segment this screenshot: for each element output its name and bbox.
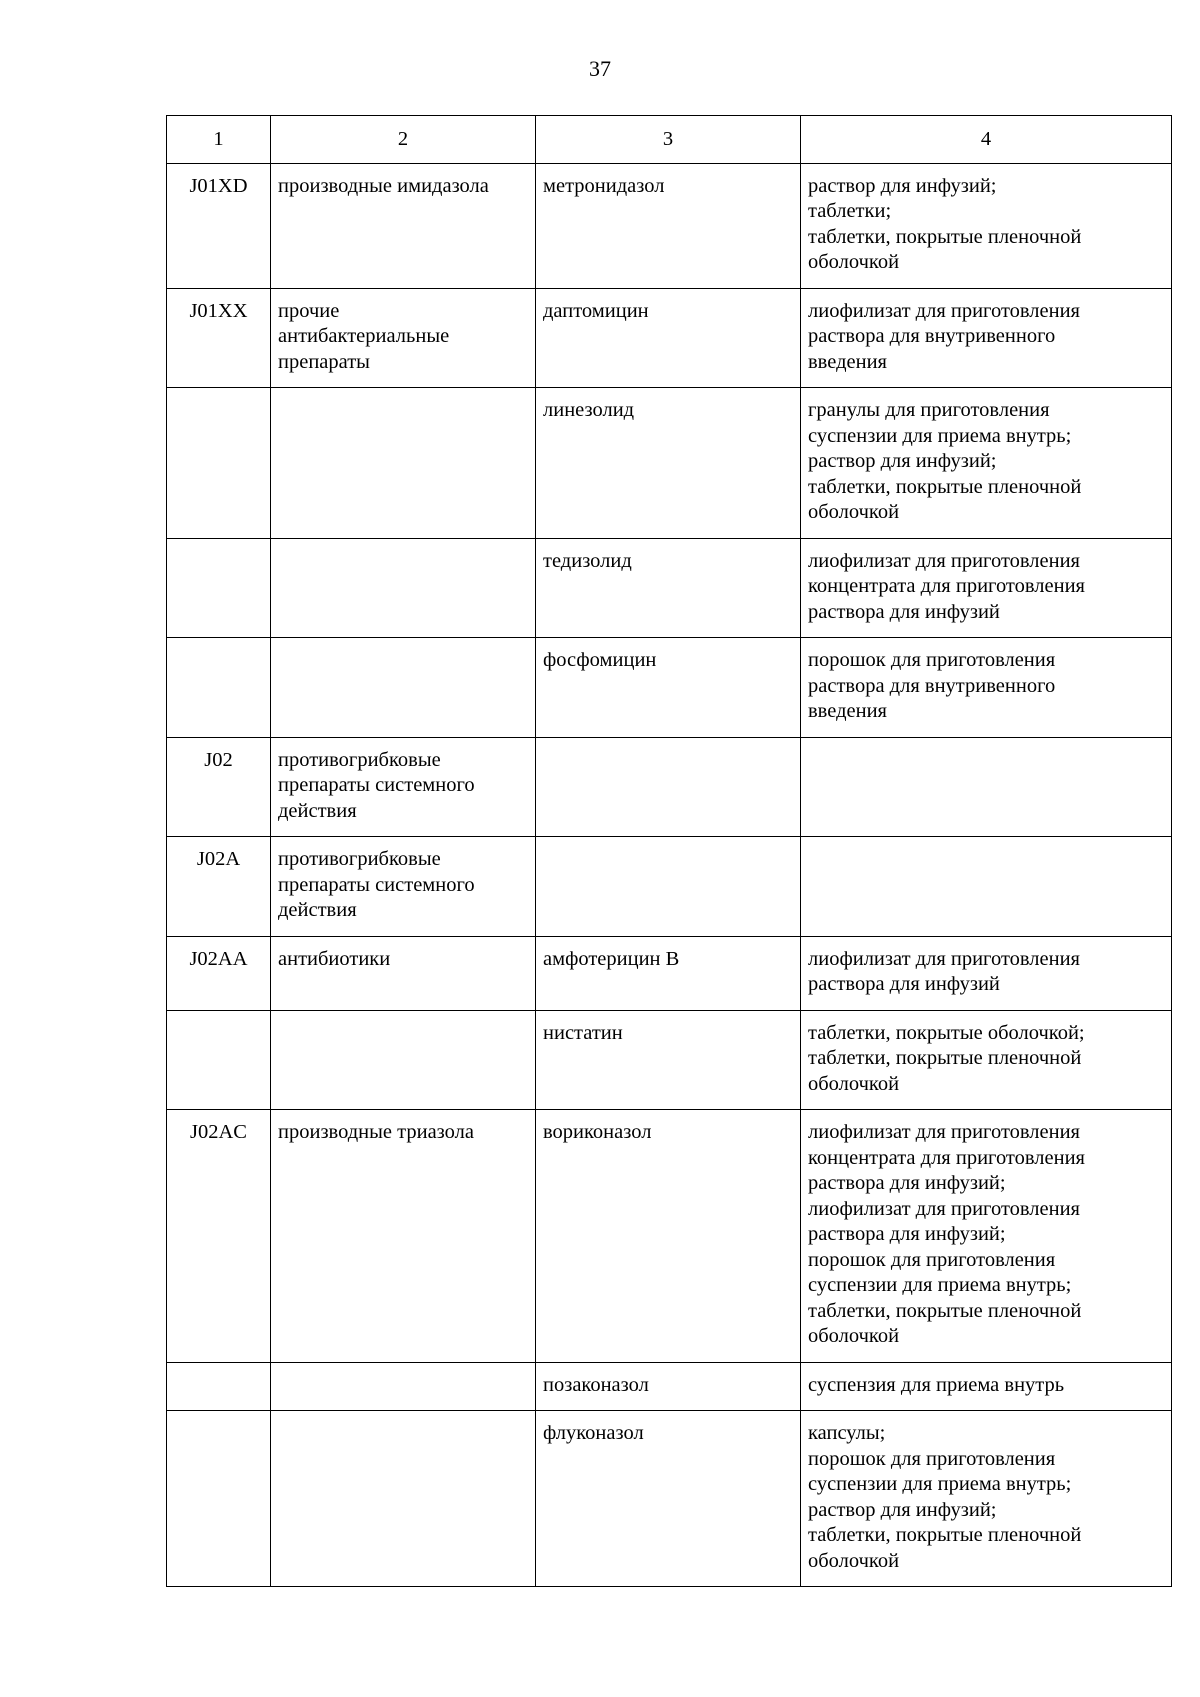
dosage-forms-cell-line: введения — [808, 350, 887, 373]
dosage-forms-cell — [801, 288, 1172, 388]
dosage-forms-cell-line: суспензия для приема внутрь — [808, 1373, 1065, 1396]
atc-code-cell — [167, 388, 271, 539]
drug-name-cell-line: метронидазол — [543, 174, 665, 197]
dosage-forms-cell-line: лиофилизат для приготовления — [808, 1121, 1080, 1143]
atc-code-cell: J01XD — [167, 163, 271, 288]
atc-code-cell — [167, 638, 271, 738]
group-cell-line: прочие — [278, 299, 340, 322]
dosage-forms-cell-line: порошок для приготовления — [808, 1248, 1056, 1271]
column-header-4: 4 — [801, 116, 1172, 164]
group-cell-line: препараты системного — [278, 774, 475, 796]
drug-name-cell-line: вориконазол — [543, 1121, 652, 1143]
table-row — [167, 538, 1172, 638]
dosage-forms-cell — [801, 1411, 1172, 1587]
dosage-forms-cell-line: раствора для инфузий; — [808, 1223, 1006, 1245]
dosage-forms-cell-line: лиофилизат для приготовления — [808, 549, 1080, 572]
column-header-1: 1 — [167, 116, 271, 164]
dosage-forms-cell — [801, 1110, 1172, 1363]
dosage-forms-cell-line: порошок для приготовления — [808, 649, 1056, 671]
dosage-forms-cell-line: раствора для внутривенного — [808, 325, 1056, 347]
dosage-forms-cell-line: раствор для инфузий; — [808, 1498, 997, 1521]
drug-name-cell — [536, 288, 801, 388]
drug-name-cell — [536, 837, 801, 937]
dosage-forms-cell-line: порошок для приготовления — [808, 1447, 1056, 1470]
table-row — [167, 1362, 1172, 1411]
table-row — [167, 1110, 1172, 1363]
drug-name-cell — [536, 1010, 801, 1110]
group-cell — [271, 538, 536, 638]
table-row — [167, 638, 1172, 738]
drug-name-cell — [536, 1110, 801, 1363]
drug-name-cell-line: тедизолид — [543, 549, 632, 572]
dosage-forms-cell-line: раствора для внутривенного — [808, 674, 1056, 697]
group-cell — [271, 288, 536, 388]
dosage-forms-cell-line: суспензии для приема внутрь; — [808, 1473, 1072, 1495]
group-cell-line: действия — [278, 899, 357, 921]
dosage-forms-cell-line: раствора для инфузий; — [808, 1172, 1006, 1194]
dosage-forms-cell-line: раствора для инфузий — [808, 600, 1000, 623]
table-row — [167, 163, 1172, 288]
dosage-forms-cell-line: лиофилизат для приготовления — [808, 299, 1080, 322]
column-header-3: 3 — [536, 116, 801, 164]
dosage-forms-cell — [801, 1362, 1172, 1411]
dosage-forms-cell-line: таблетки, покрытые оболочкой; — [808, 1021, 1085, 1044]
drug-name-cell — [536, 1362, 801, 1411]
group-cell — [271, 1411, 536, 1587]
dosage-forms-cell-line: раствор для инфузий; — [808, 450, 997, 472]
dosage-forms-cell — [801, 737, 1172, 837]
drug-name-cell-line: фосфомицин — [543, 649, 657, 671]
table-row — [167, 1010, 1172, 1110]
atc-code-cell — [167, 1411, 271, 1587]
dosage-forms-cell-line: таблетки, покрытые пленочной — [808, 1524, 1082, 1546]
dosage-forms-cell-line: концентрата для приготовления — [808, 575, 1085, 597]
table-row — [167, 837, 1172, 937]
group-cell — [271, 737, 536, 837]
dosage-forms-cell-line: раствора для инфузий — [808, 973, 1000, 995]
group-cell — [271, 163, 536, 288]
drug-name-cell — [536, 163, 801, 288]
group-cell-line: антибактериальные — [278, 325, 450, 347]
atc-code-cell — [167, 1362, 271, 1411]
drug-name-cell — [536, 638, 801, 738]
atc-code-cell: J02A — [167, 837, 271, 937]
group-cell — [271, 388, 536, 539]
drug-table — [166, 115, 1172, 1587]
dosage-forms-cell-line: таблетки, покрытые пленочной — [808, 475, 1082, 498]
drug-name-cell-line: линезолид — [543, 399, 635, 421]
dosage-forms-cell — [801, 837, 1172, 937]
dosage-forms-cell-line: лиофилизат для приготовления — [808, 1197, 1080, 1220]
dosage-forms-cell-line: таблетки, покрытые пленочной — [808, 1299, 1082, 1322]
atc-code-cell: J02 — [167, 737, 271, 837]
dosage-forms-cell — [801, 388, 1172, 539]
group-cell — [271, 1110, 536, 1363]
drug-name-cell-line: нистатин — [543, 1021, 623, 1044]
table-row — [167, 388, 1172, 539]
table-row — [167, 936, 1172, 1010]
dosage-forms-cell-line: лиофилизат для приготовления — [808, 947, 1080, 970]
dosage-forms-cell-line: таблетки, покрытые пленочной — [808, 1047, 1082, 1069]
dosage-forms-cell-line: введения — [808, 700, 887, 722]
dosage-forms-cell-line: оболочкой — [808, 1325, 900, 1347]
drug-name-cell — [536, 936, 801, 1010]
dosage-forms-cell-line: таблетки; — [808, 200, 892, 222]
dosage-forms-cell-line: суспензии для приема внутрь; — [808, 424, 1072, 447]
dosage-forms-cell — [801, 538, 1172, 638]
dosage-forms-cell — [801, 638, 1172, 738]
group-cell-line: производные триазола — [278, 1121, 474, 1143]
drug-name-cell — [536, 538, 801, 638]
group-cell — [271, 1362, 536, 1411]
dosage-forms-cell-line: оболочкой — [808, 501, 900, 523]
column-header-2: 2 — [271, 116, 536, 164]
group-cell-line: действия — [278, 799, 357, 822]
group-cell-line: противогрибковые — [278, 748, 441, 771]
drug-name-cell-line: позаконазол — [543, 1373, 649, 1396]
atc-code-cell: J02AA — [167, 936, 271, 1010]
drug-name-cell-line: флуконазол — [543, 1422, 644, 1444]
group-cell — [271, 837, 536, 937]
dosage-forms-cell-line: раствор для инфузий; — [808, 174, 997, 197]
drug-name-cell-line: амфотерицин B — [543, 947, 680, 970]
dosage-forms-cell-line: концентрата для приготовления — [808, 1146, 1085, 1169]
group-cell-line: препараты — [278, 350, 370, 373]
group-cell-line: антибиотики — [278, 947, 391, 970]
group-cell-line: противогрибковые — [278, 848, 441, 870]
group-cell — [271, 1010, 536, 1110]
table-body — [167, 116, 1172, 1587]
dosage-forms-cell-line: таблетки, покрытые пленочной — [808, 225, 1082, 248]
dosage-forms-cell-line: оболочкой — [808, 1549, 900, 1572]
group-cell — [271, 638, 536, 738]
group-cell — [271, 936, 536, 1010]
drug-name-cell — [536, 1411, 801, 1587]
drug-name-cell — [536, 737, 801, 837]
atc-code-cell: J02AC — [167, 1110, 271, 1363]
atc-code-cell — [167, 538, 271, 638]
dosage-forms-cell-line: капсулы; — [808, 1422, 886, 1444]
table-row — [167, 288, 1172, 388]
drug-name-cell — [536, 388, 801, 539]
table-row — [167, 1411, 1172, 1587]
group-cell-line: производные имидазола — [278, 174, 489, 197]
dosage-forms-cell — [801, 1010, 1172, 1110]
page-number: 37 — [589, 56, 611, 81]
dosage-forms-cell-line: оболочкой — [808, 251, 900, 273]
drug-name-cell-line: даптомицин — [543, 299, 649, 322]
atc-code-cell: J01XX — [167, 288, 271, 388]
atc-code-cell — [167, 1010, 271, 1110]
dosage-forms-cell — [801, 163, 1172, 288]
group-cell-line: препараты системного — [278, 873, 475, 896]
dosage-forms-cell — [801, 936, 1172, 1010]
table-header-row — [167, 116, 1172, 164]
dosage-forms-cell-line: гранулы для приготовления — [808, 399, 1050, 421]
table-row — [167, 737, 1172, 837]
dosage-forms-cell-line: оболочкой — [808, 1072, 900, 1095]
dosage-forms-cell-line: суспензии для приема внутрь; — [808, 1274, 1072, 1296]
